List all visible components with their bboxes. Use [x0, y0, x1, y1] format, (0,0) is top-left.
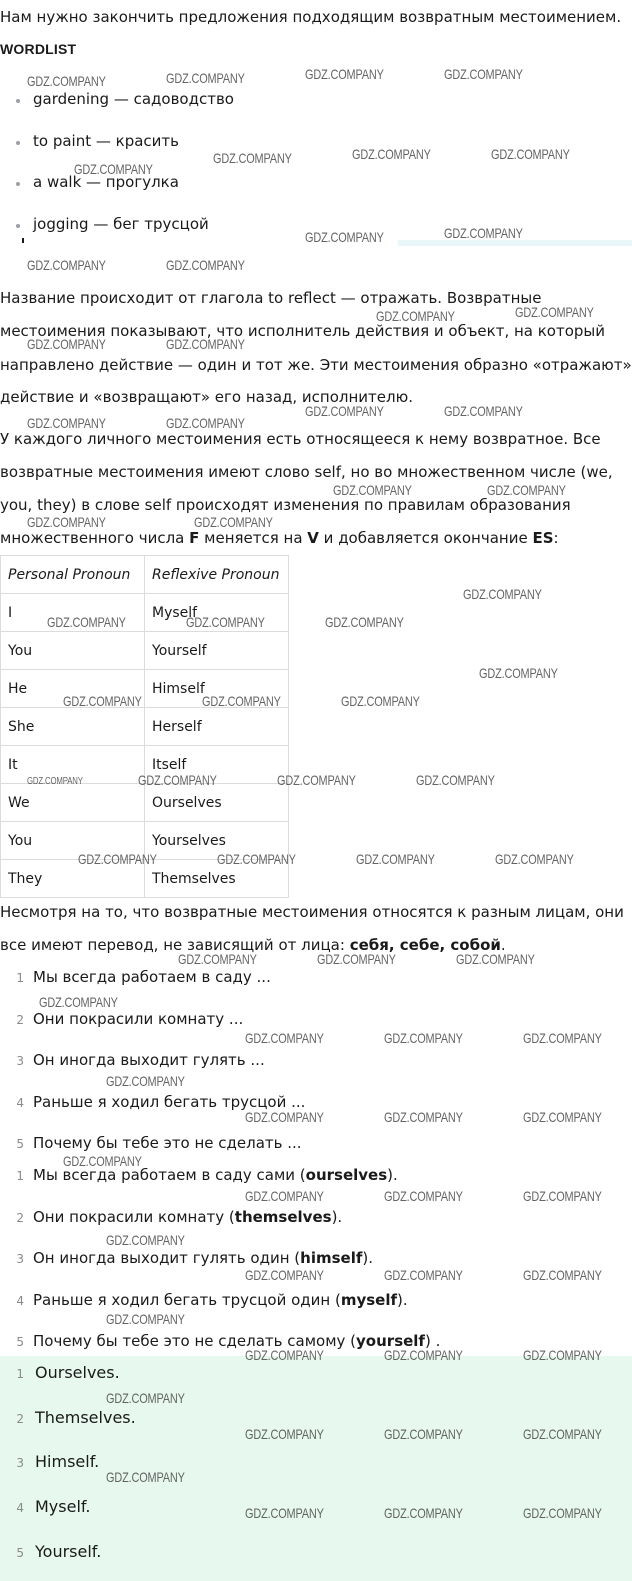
wordlist-item: a walk — прогулка — [33, 173, 179, 191]
watermark-text: GDZ.COMPANY — [27, 776, 83, 787]
watermark-text: GDZ.COMPANY — [217, 851, 296, 867]
watermark-text: GDZ.COMPANY — [352, 146, 431, 162]
watermark-text: GDZ.COMPANY — [523, 1267, 602, 1283]
watermark-text: GDZ.COMPANY — [213, 150, 292, 166]
table-cell: Herself — [145, 708, 289, 746]
watermark-text: GDZ.COMPANY — [384, 1030, 463, 1046]
answer-item: Yourself. — [35, 1542, 102, 1561]
paragraph-line: все имеют перевод, не зависящий от лица: себя, себе, собой. — [0, 936, 506, 954]
table-cell: Himself — [145, 670, 289, 708]
table-cell: Ourselves — [145, 784, 289, 822]
watermark-text: GDZ.COMPANY — [523, 1426, 602, 1442]
paragraph-line: Название происходит от глагола to reflect — отражать. Возвратные — [0, 289, 542, 307]
list-number: 5 — [16, 1335, 24, 1349]
watermark-text: GDZ.COMPANY — [333, 482, 412, 498]
solution-item: Он иногда выходит гулять один (himself). — [33, 1249, 373, 1267]
watermark-text: GDZ.COMPANY — [325, 614, 404, 630]
list-number: 4 — [16, 1294, 24, 1308]
watermark-text: GDZ.COMPANY — [245, 1505, 324, 1521]
watermark-text: GDZ.COMPANY — [384, 1188, 463, 1204]
table-cell: She — [1, 708, 145, 746]
watermark-text: GDZ.COMPANY — [186, 614, 265, 630]
paragraph-line: множественного числа F меняется на V и добавляется окончание ES: — [0, 529, 559, 547]
table-cell: They — [1, 860, 145, 898]
watermark-text: GDZ.COMPANY — [487, 482, 566, 498]
watermark-text: GDZ.COMPANY — [106, 1073, 185, 1089]
watermark-text: GDZ.COMPANY — [47, 614, 126, 630]
watermark-text: GDZ.COMPANY — [523, 1109, 602, 1125]
watermark-text: GDZ.COMPANY — [202, 693, 281, 709]
paragraph-line: У каждого личного местоимения есть относящееся к нему возвратное. Все — [0, 430, 601, 448]
table-header-row — [1, 556, 289, 594]
task-item: Он иногда выходит гулять ... — [33, 1051, 265, 1069]
watermark-text: GDZ.COMPANY — [416, 772, 495, 788]
watermark-text: GDZ.COMPANY — [245, 1109, 324, 1125]
watermark-text: GDZ.COMPANY — [277, 772, 356, 788]
watermark-text: GDZ.COMPANY — [27, 415, 106, 431]
watermark-text: GDZ.COMPANY — [305, 229, 384, 245]
task-item: Они покрасили комнату ... — [33, 1010, 244, 1028]
table-cell: Yourselves — [145, 822, 289, 860]
watermark-text: GDZ.COMPANY — [463, 586, 542, 602]
watermark-text: GDZ.COMPANY — [317, 951, 396, 967]
solution-item: Почему бы тебе это не сделать самому (yourself) . — [33, 1332, 441, 1350]
table-row — [1, 784, 289, 822]
watermark-text: GDZ.COMPANY — [138, 772, 217, 788]
watermark-text: GDZ.COMPANY — [384, 1347, 463, 1363]
list-number: 3 — [16, 1456, 24, 1470]
watermark-text: GDZ.COMPANY — [194, 514, 273, 530]
watermark-text: GDZ.COMPANY — [27, 514, 106, 530]
answer-item: Themselves. — [35, 1408, 136, 1427]
column-header-reflexive: Reflexive Pronoun — [145, 556, 289, 594]
watermark-text: GDZ.COMPANY — [305, 66, 384, 82]
watermark-text: GDZ.COMPANY — [106, 1469, 185, 1485]
wordlist-title: WORDLIST — [0, 41, 77, 57]
watermark-text: GDZ.COMPANY — [384, 1267, 463, 1283]
watermark-text: GDZ.COMPANY — [63, 693, 142, 709]
watermark-text: GDZ.COMPANY — [384, 1426, 463, 1442]
task-item: Мы всегда работаем в саду ... — [33, 968, 271, 986]
watermark-text: GDZ.COMPANY — [444, 225, 523, 241]
solution-item: Они покрасили комнату (themselves). — [33, 1208, 343, 1226]
table-cell: Myself — [145, 594, 289, 632]
stray-mark — [22, 238, 24, 243]
watermark-text: GDZ.COMPANY — [384, 1505, 463, 1521]
table-cell: I — [1, 594, 145, 632]
watermark-text: GDZ.COMPANY — [245, 1347, 324, 1363]
answer-item: Myself. — [35, 1497, 91, 1516]
solution-item: Раньше я ходил бегать трусцой один (myself). — [33, 1291, 408, 1309]
watermark-text: GDZ.COMPANY — [305, 403, 384, 419]
watermark-text: GDZ.COMPANY — [166, 70, 245, 86]
watermark-text: GDZ.COMPANY — [178, 951, 257, 967]
bullet-dot — [16, 99, 20, 103]
watermark-text: GDZ.COMPANY — [166, 336, 245, 352]
list-number: 4 — [16, 1501, 24, 1515]
watermark-text: GDZ.COMPANY — [27, 336, 106, 352]
task-item: Раньше я ходил бегать трусцой ... — [33, 1093, 306, 1111]
watermark-text: GDZ.COMPANY — [444, 403, 523, 419]
watermark-text: GDZ.COMPANY — [523, 1188, 602, 1204]
watermark-text: GDZ.COMPANY — [27, 257, 106, 273]
watermark-text: GDZ.COMPANY — [27, 73, 106, 89]
bullet-dot — [16, 224, 20, 228]
solution-item: Мы всегда работаем в саду сами (ourselves). — [33, 1166, 398, 1184]
list-number: 2 — [16, 1412, 24, 1426]
wordlist-item: jogging — бег трусцой — [33, 215, 209, 233]
list-number: 5 — [16, 1546, 24, 1560]
watermark-text: GDZ.COMPANY — [39, 994, 118, 1010]
list-number: 3 — [16, 1054, 24, 1068]
watermark-text: GDZ.COMPANY — [166, 257, 245, 273]
watermark-text: GDZ.COMPANY — [495, 851, 574, 867]
table-cell: Itself — [145, 746, 289, 784]
table-cell: Yourself — [145, 632, 289, 670]
paragraph-line: направлено действие — один и тот же. Эти местоимения образно «отражают» — [0, 356, 632, 374]
list-number: 2 — [16, 1013, 24, 1027]
wordlist-item: gardening — садоводство — [33, 90, 234, 108]
list-number: 5 — [16, 1137, 24, 1151]
watermark-text: GDZ.COMPANY — [444, 66, 523, 82]
table-cell: Themselves — [145, 860, 289, 898]
watermark-text: GDZ.COMPANY — [245, 1426, 324, 1442]
watermark-text: GDZ.COMPANY — [245, 1188, 324, 1204]
bullet-dot — [16, 141, 20, 145]
paragraph-line: Несмотря на то, что возвратные местоимения относятся к разным лицам, они — [0, 903, 624, 921]
paragraph-line: местоимения показывают, что исполнитель действия и объект, на который — [0, 322, 606, 340]
table-row — [1, 708, 289, 746]
table-cell: He — [1, 670, 145, 708]
list-number: 1 — [16, 1169, 24, 1183]
watermark-text: GDZ.COMPANY — [63, 1153, 142, 1169]
watermark-text: GDZ.COMPANY — [74, 161, 153, 177]
table-cell: You — [1, 632, 145, 670]
paragraph-line: возвратные местоимения имеют слово self, но во множественном числе (we, — [0, 463, 613, 481]
wordlist-item: to paint — красить — [33, 132, 179, 150]
bullet-dot — [16, 182, 20, 186]
watermark-text: GDZ.COMPANY — [479, 665, 558, 681]
watermark-text: GDZ.COMPANY — [523, 1505, 602, 1521]
watermark-text: GDZ.COMPANY — [356, 851, 435, 867]
list-number: 4 — [16, 1096, 24, 1110]
watermark-text: GDZ.COMPANY — [515, 304, 594, 320]
intro-text: Нам нужно закончить предложения подходящим возвратным местоимением. — [0, 8, 622, 26]
paragraph-line: действие и «возвращают» его назад, исполнителю. — [0, 388, 413, 406]
watermark-text: GDZ.COMPANY — [376, 308, 455, 324]
watermark-text: GDZ.COMPANY — [456, 951, 535, 967]
list-number: 1 — [16, 1367, 24, 1381]
table-cell: It — [1, 746, 145, 784]
watermark-text: GDZ.COMPANY — [341, 693, 420, 709]
watermark-text: GDZ.COMPANY — [78, 851, 157, 867]
paragraph-line: you, they) в слове self происходят изменения по правилам образования — [0, 496, 571, 514]
watermark-text: GDZ.COMPANY — [384, 1109, 463, 1125]
watermark-text: GDZ.COMPANY — [245, 1267, 324, 1283]
task-item: Почему бы тебе это не сделать ... — [33, 1134, 302, 1152]
watermark-text: GDZ.COMPANY — [491, 146, 570, 162]
answers-panel — [0, 1356, 632, 1581]
table-row — [1, 632, 289, 670]
watermark-text: GDZ.COMPANY — [106, 1232, 185, 1248]
column-header-personal: Personal Pronoun — [1, 556, 145, 594]
answer-item: Himself. — [35, 1452, 100, 1471]
watermark-text: GDZ.COMPANY — [106, 1311, 185, 1327]
watermark-text: GDZ.COMPANY — [166, 415, 245, 431]
watermark-text: GDZ.COMPANY — [245, 1030, 324, 1046]
answer-item: Ourselves. — [35, 1363, 120, 1382]
watermark-text: GDZ.COMPANY — [523, 1347, 602, 1363]
list-number: 3 — [16, 1252, 24, 1266]
watermark-text: GDZ.COMPANY — [523, 1030, 602, 1046]
pronoun-table — [0, 555, 289, 898]
table-cell: We — [1, 784, 145, 822]
table-cell: You — [1, 822, 145, 860]
watermark-text: GDZ.COMPANY — [106, 1390, 185, 1406]
list-number: 2 — [16, 1211, 24, 1225]
list-number: 1 — [16, 971, 24, 985]
